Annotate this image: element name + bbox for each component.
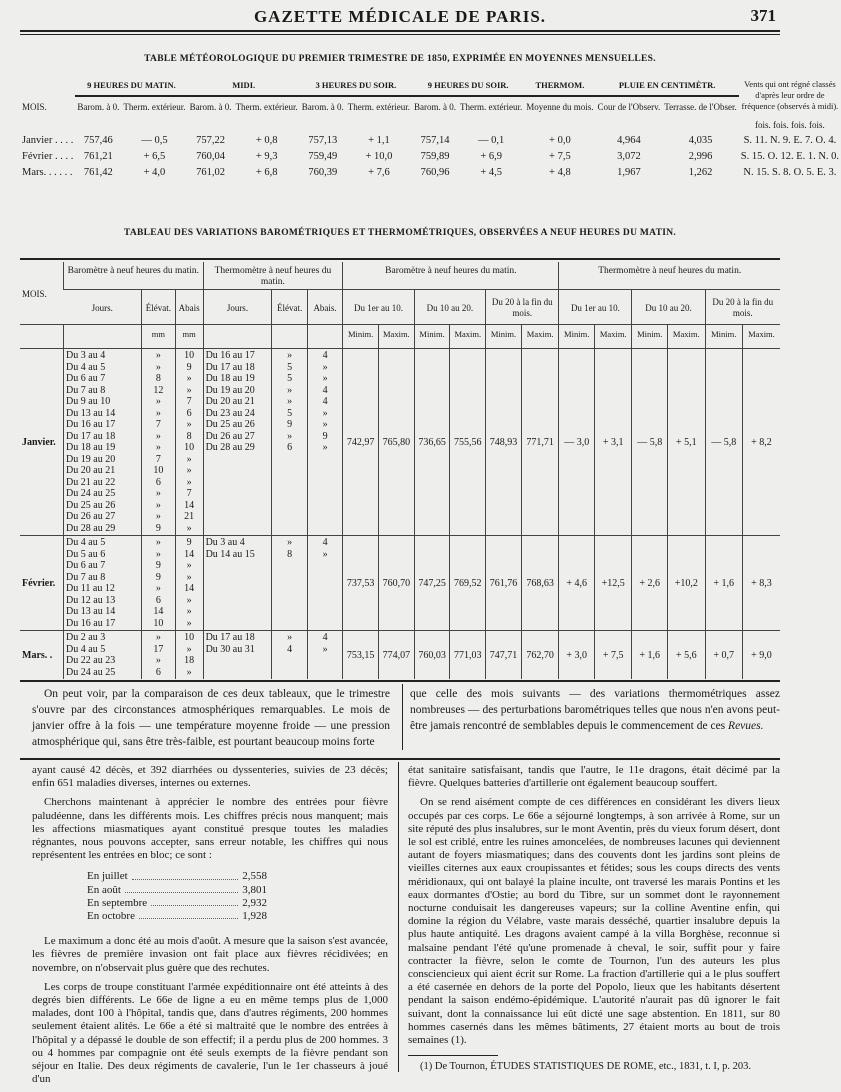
list-entry: 14 [153,606,164,617]
col-mois: MOIS. [22,101,47,112]
list-entry: 8 [287,548,293,560]
table1-row: Mars. . . . . . 761,42 + 4,0 761,02 + 6,8 760,39 + 7,6 760,96 + 4,5 + 4,8 1,967 1,262 N. 15. S. 8. O. 5. E. 3. [22,167,837,178]
col-jours: Jours. [203,290,272,325]
col-barom: Barom. à 0. [189,102,232,113]
list-entry: Du 3 au 4 [66,350,106,361]
list-entry: Du 14 au 15 [205,548,255,560]
list-entry: » [322,643,328,655]
list-entry: Du 2 au 3 [66,632,106,643]
list-entry: » [186,571,192,583]
list-entry: 18 [184,655,195,666]
list-entry: 17 [153,643,164,655]
page-header [20,4,780,32]
paragraph: que celle des mois suivants — des variations thermométriques assez nombreuses — des perturbations barométriques telles que nous n'en avons peut-être jamais rencontré de semblables depuis le commencement de ces [410,688,780,732]
list-entry: Du 26 au 27 [66,511,116,522]
group-thermom: THERMOM. [524,78,595,96]
list-entry: Du 20 au 21 [205,396,255,407]
section-rule [20,758,780,760]
col-vents-fois: fois. fois. fois. fois. [755,120,825,130]
list-entry: » [186,453,192,465]
month-name: Mars. . [20,631,64,680]
list-entry: 7 [186,488,192,499]
list-entry: Du 28 au 29 [205,442,255,453]
elev-list [142,349,176,536]
col-abaissement: Abais [175,290,203,325]
list-entry: » [155,430,161,442]
body-left-column [32,764,388,1092]
group-midi: MIDI. [188,78,300,96]
paragraph: ayant causé 42 décès, et 392 diarrhées ou dyssenteries, suivies de 23 décès; enfin 651 maladies diverses, internes ou externes. [32,764,388,790]
list-entry: » [322,419,328,430]
list-entry: 6 [155,594,161,606]
list-entry: » [155,442,161,453]
abais-list [307,536,342,631]
header-barometre-9h: Baromètre à neuf heures du matin. [64,262,204,290]
monthly-entries-list [87,870,267,923]
paragraph: Cherchons maintenant à apprécier le nombre des entrées pour fièvre paludéenne, dans les différents mois. Les chiffres précis nous manquent; mais les affections miasmatiques ayant constitué presque toutes les maladies régnantes, nous pouvons accepter, sans erreur notable, les chiffres qui nous représentent les entrées en bloc; ce sont : [32,796,388,862]
list-entry: Du 12 au 13 [66,594,116,606]
header-rule [20,34,780,35]
list-entry: » [186,522,192,534]
list-entry: » [186,606,192,617]
list-entry: 12 [153,384,164,396]
list-entry: » [322,442,328,453]
table1-caption: TABLE MÉTÉOROLOGIQUE DU PREMIER TRIMESTRE DE 1850, EXPRIMÉE EN MOYENNES MENSUELLES. [144,54,656,64]
list-entry: Du 4 au 5 [66,361,106,373]
col-period-2: Du 10 au 20. [632,290,705,325]
journal-title: GAZETTE MÉDICALE DE PARIS. [253,7,547,26]
list-entry: 9 [186,361,192,373]
list-entry: Du 20 au 21 [66,465,116,476]
list-entry: » [155,583,161,594]
list-entry: » [155,632,161,643]
paragraph: On se rend aisément compte de ces différences en considérant les divers lieux occupés par ces corps. Le 66e a séjourné longtemps, à son arrivée à Rome, sur un site réputé des plus insalubres, sur le mont Aventin, près du vieux forum désert, dont le sol est criblé, entre les ruines amoncelées, de nombreuses lacunes qui deviennent autant de foyers miasmatiques; dans des couvents dont les jardins sont pleins de vieilles citernes aux eaux croupissantes et fétides; sous les coups directs des vents méridionaux, qui ont balayé la plaine inculte, ont traversé les marais Pontins et les eaux dormantes d'Ostie; au bord du Tibre, sur un sommet dont le rayonnement nocturne conduisait les dangereuses vapeurs; sur la colline Aventine enfin, qui domine la région du Vélabre, vaste marais desséché, quartier insalubre depuis la plus haute antiquité. Les dragons avaient campé à la villa Borghèse, reconnue si malsaine pendant l'été qu'une promenade à cheval, le soir, suffit pour y faire contracter la fièvre, selon le comte de Tournon, l'un des auteurs les plus consciencieux qui aient écrit sur Rome. La fraction d'artillerie qui a le plus souffert a été casernée en dehors de la porte del Popolo, lieux que les habitants désertent pendant la saison endémo-épidémique. L'autorité n'aurait pas dû ignorer le fait suivant, dont la connaissance lui eût dicté une sage abstention. En 1811, sur 80 hommes casernés dans les mêmes bâtiments, 27 étaient morts au bout de trois semaines (1). [408,796,780,1047]
table2-top-rule [20,258,780,260]
list-entry: Du 19 au 20 [66,453,116,465]
list-item: En juillet 2,558 [87,870,267,883]
list-entry: Du 13 au 14 [66,407,116,419]
list-entry: Du 7 au 8 [66,571,106,583]
list-entry: 5 [287,373,293,384]
list-entry: 4 [322,632,328,643]
list-entry: Du 9 au 10 [66,396,111,407]
list-entry: » [186,643,192,655]
col-abaissement: Abais. [307,290,342,325]
summary-right [410,686,780,740]
days-list [64,631,142,680]
list-entry: 4 [322,350,328,361]
days-list [64,349,142,536]
list-entry: Du 18 au 19 [205,373,255,384]
col-therm: Therm. extérieur. [460,102,523,113]
list-entry: 9 [186,537,192,548]
table2-bottom-rule [20,680,780,682]
list-entry: » [155,655,161,666]
list-entry: 9 [155,571,161,583]
list-entry: 10 [153,465,164,476]
list-entry: » [155,488,161,499]
list-entry: Du 3 au 4 [205,537,245,548]
list-entry: Du 16 au 17 [66,419,116,430]
table2-caption: TABLEAU DES VARIATIONS BAROMÉTRIQUES ET THERMOMÉTRIQUES, OBSERVÉES A NEUF HEURES DU MATIN. [123,228,677,238]
column-divider [402,684,403,750]
col-period-3: Du 20 à la fin du mois. [705,290,780,325]
list-entry: » [155,396,161,407]
abais-list [175,631,203,680]
month-block-janvier: Janvier. Du 3 au 4 Du 4 au 5 Du 6 au 7 Du 7 au 8 Du 9 au 10 Du 13 au 14 Du 16 au 17 Du 17 au 18 Du 18 au 19 Du 19 au 20 Du 20 au 21 Du 21 au 22 Du 24 au 25 Du 25 au 26 Du 26 au 27 Du 28 au 29 » » 8 12 » » 7 » » 7 10 6 » » » 9 10 9 » » 7 6 » 8 10 » » » 7 14 21 » Du 16 au 17 Du 17 au 18 Du 18 au 19 Du 19 au 20 Du 20 au 21 Du 23 au 24 Du 25 au 26 Du 26 au 27 Du 28 au 29 » 5 5 » » 5 9 » 6 4 » » 4 4 » » 9 » 742,97 765,80 736,65 755,56 748,93 771,71 — 3,0 + 3,1 — 5,8 + 5,1 — 5,8 + 8,2 [20,349,780,536]
list-entry: 14 [184,583,195,594]
month-name: Février. [20,536,64,631]
col-barom: Barom. à 0. [414,102,457,113]
col-cour: Cour de l'Observ. [597,102,661,113]
paragraph: Le maximum a donc été au mois d'août. A mesure que la saison s'est avancée, les fièvres de première invasion ont fait place aux fièvres récidivées; en novembre, on n'observait plus guère que des rechutes. [32,935,388,974]
list-entry: Du 6 au 7 [66,373,106,384]
month-name: Janvier. [20,349,64,536]
list-entry: 4 [322,384,328,396]
list-entry: Du 21 au 22 [66,476,116,488]
days-list [203,631,272,680]
list-entry: 9 [155,560,161,571]
list-entry: Du 25 au 26 [205,419,255,430]
list-item: En octobre 1,928 [87,910,267,923]
col-therm: Therm. extérieur. [347,102,411,113]
list-entry: 6 [155,666,161,678]
list-entry: » [186,594,192,606]
list-entry: Du 16 au 17 [205,350,255,361]
list-entry: Du 25 au 26 [66,499,116,511]
list-entry: Du 13 au 14 [66,606,116,617]
list-entry: » [287,632,293,643]
list-entry: » [287,430,293,442]
col-jours: Jours. [64,290,142,325]
list-entry: » [322,373,328,384]
list-entry: Du 17 au 18 [205,361,255,373]
list-entry: 7 [186,396,192,407]
list-entry: » [322,407,328,419]
list-entry: 10 [184,632,195,643]
variations-table: MOIS. Baromètre à neuf heures du matin. Thermomètre à neuf heures du matin. Baromètre à neuf heures du matin. Thermomètre à neuf heures du matin. Jours. Élévat. Abais Jours. Élévat. Abais. Du 1er au 10. Du 10 au 20. Du 20 à la fin du mois. Du 1er au 10. Du 10 au 20. Du 20 à la fin du mois. mm mm Minim. Maxim. Minim. Maxim. Minim. Maxim. Minim. Maxim. Minim. Maxim. Minim. Maxim. Janvier. Du 3 au 4 Du 4 au 5 Du 6 au 7 Du 7 au 8 Du 9 au 10 Du 13 au 14 Du 16 au 17 Du 17 au 18 Du 18 au 19 Du 19 au 20 Du 20 au 21 Du 21 au 22 Du 24 au 25 Du 25 au 26 Du 26 au 27 Du 28 au 29 » » 8 12 » » 7 » » 7 10 6 » » » 9 10 9 » » 7 6 » 8 10 » » » 7 14 21 » Du 16 au 17 Du 17 au 18 Du 18 au 19 Du 19 au 20 Du 20 au 21 Du 23 au 24 Du 25 au 26 Du 26 au 27 Du 28 au 29 » 5 5 » » 5 9 » 6 4 » » 4 4 » » 9 » 742,97 765,80 736,65 755,56 748,93 771,71 — 3,0 + 3,1 — 5,8 + 5,1 — 5,8 + 8,2 Février. Du 4 au 5 Du 5 au 6 Du 6 au 7 Du 7 au 8 Du 11 au 12 Du 12 au 13 Du 13 au 14 Du 16 au 17 » » 9 9 » 6 14 10 9 14 » » 14 » » » Du 3 au 4 Du 14 au 15 » 8 4 » 737,53 760,70 747,25 769,52 761,76 768,63 + 4,6 +12,5 + 2,6 +10,2 + 1,6 + 8,3 Mars. . Du 2 au 3 Du 4 au 5 Du 22 au 23 Du 24 au 25 » 17 » 6 10 » 18 » Du 17 au 18 Du 30 au 31 » 4 4 » 753,15 774,07 760,03 771,03 747,71 762,70 + 3,0 + 7,5 + 1,6 + 5,6 + 0,7 + 9,0 [20,262,780,679]
list-entry: 8 [155,373,161,384]
list-entry: 10 [153,617,164,629]
col-period-2: Du 10 au 20. [414,290,485,325]
list-entry: » [155,361,161,373]
col-barom: Barom. à 0. [301,102,344,113]
list-entry: » [155,350,161,361]
abais-list [175,536,203,631]
list-entry: » [287,350,293,361]
list-entry: Du 24 au 25 [66,666,116,678]
list-entry: Du 18 au 19 [66,442,116,453]
list-entry: » [186,617,192,629]
list-entry: » [287,396,293,407]
list-entry: 9 [322,430,328,442]
table1-row: Janvier . . . . 757,46 — 0,5 757,22 + 0,8 757,13 + 1,1 757,14 — 0,1 + 0,0 4,964 4,035 S. 11. N. 9. E. 7. O. 4. [22,135,837,146]
abais-list [307,631,342,680]
list-entry: Du 24 au 25 [66,488,116,499]
col-elevation: Élévat. [142,290,176,325]
col-terrasse: Terrasse. de l'Obser. [664,102,737,113]
list-entry: 4 [287,643,293,655]
col-therm: Therm. extérieur. [235,102,298,113]
paragraph: Les corps de troupe constituant l'armée expéditionnaire ont été atteints à des degrés bien différents. Le 66e de ligne a eu en même temps plus de 1,000 malades, dont 100 à l'hôpital, tandis que, dans d'autres régiments, 200 hommes seulement étaient alités. Le 66e a été si maltraité que le nombre des entrées à l'hôpital y a dépassé le double de son effectif; il a perdu plus de 200 hommes. 3 ou 4 hommes par compagnie ont été seuls exempts de la fièvre pendant son séjour en Italie. Des deux régiments de cavalerie, l'un le 1er chasseurs à joué d'un [32,980,388,1086]
list-entry: Du 4 au 5 [66,537,106,548]
list-entry: 5 [287,407,293,419]
list-entry: » [186,666,192,678]
header-barometre: Baromètre à neuf heures du matin. [343,262,559,290]
list-entry: 7 [155,453,161,465]
group-pluie: PLUIE EN CENTIMÈTR. [596,78,739,96]
list-entry: 7 [155,419,161,430]
list-entry: 6 [186,407,192,419]
group-9h-matin: 9 HEURES DU MATIN. [75,78,187,96]
list-entry: » [186,384,192,396]
days-list [203,536,272,631]
col-elevation: Élévat. [272,290,308,325]
group-3h-soir: 3 HEURES DU SOIR. [300,78,412,96]
group-vents: Vents qui ont régné classés d'après leur ordre de fréquence (observés à midi). [741,79,839,111]
elev-list [272,349,308,536]
list-entry: » [186,373,192,384]
list-entry: » [322,548,328,560]
elev-list [142,536,176,631]
col-mois: MOIS. [22,289,47,299]
list-entry: » [322,361,328,373]
col-period-1: Du 1er au 10. [559,290,632,325]
list-entry: » [155,537,161,548]
header-thermometre-9h: Thermomètre à neuf heures du matin. [203,262,343,290]
list-entry: » [186,465,192,476]
paragraph: On peut voir, par la comparaison de ces deux tableaux, que le trimestre s'ouvre par des circonstances atmosphériques remarquables. Le mois de janvier offre à la fois — une température moyenne froide — une pression atmosphérique qui, sans être très-faible, est pourtant beaucoup moins forte [32,688,390,748]
monthly-averages-table [20,78,841,180]
list-entry: 6 [287,442,293,453]
col-barom: Barom. à 0. [77,102,120,113]
list-entry: Du 6 au 7 [66,560,106,571]
abais-list [307,349,342,536]
column-divider [398,762,399,1072]
list-entry: » [155,548,161,560]
list-entry: » [287,384,293,396]
body-right-column [408,764,780,1079]
page-number: 371 [750,6,776,25]
footnote: (1) De Tournon, ÉTUDES STATISTIQUES DE ROME, etc., 1831, t. I, p. 203. [420,1061,751,1073]
list-entry: 6 [155,476,161,488]
list-item: En août 3,801 [87,883,267,896]
list-entry: 4 [322,396,328,407]
days-list [64,536,142,631]
list-entry: » [155,499,161,511]
list-entry: 10 [184,442,195,453]
col-period-3: Du 20 à la fin du mois. [486,290,559,325]
list-entry: Du 22 au 23 [66,655,116,666]
month-block-mars: Mars. . Du 2 au 3 Du 4 au 5 Du 22 au 23 Du 24 au 25 » 17 » 6 10 » 18 » Du 17 au 18 Du 30 au 31 » 4 4 » 753,15 774,07 760,03 771,03 747,71 762,70 + 3,0 + 7,5 + 1,6 + 5,6 + 0,7 + 9,0 [20,631,780,680]
paragraph-end: Revues. [728,720,764,732]
days-list [203,349,272,536]
list-entry: 8 [186,430,192,442]
list-entry: Du 26 au 27 [205,430,255,442]
col-moyenne: Moyenne du mois. [526,102,594,113]
list-entry: Du 5 au 6 [66,548,106,560]
list-entry: Du 11 au 12 [66,583,115,594]
list-entry: 5 [287,361,293,373]
list-entry: » [186,419,192,430]
table1-subheader-row [20,96,841,115]
list-entry: 9 [155,522,161,534]
header-thermometre: Thermomètre à neuf heures du matin. [559,262,780,290]
list-entry: » [287,537,293,548]
list-entry: 9 [287,419,293,430]
list-entry: » [155,407,161,419]
col-period-1: Du 1er au 10. [343,290,414,325]
list-entry: 14 [184,499,195,511]
summary-left [32,686,390,756]
table1-row: Février . . . . 761,21 + 6,5 760,04 + 9,3 759,49 + 10,0 759,89 + 6,9 + 7,5 3,072 2,996 S. 15. O. 12. E. 1. N. 0. [22,151,840,162]
col-therm: Therm. extérieur. [123,102,186,113]
group-9h-soir: 9 HEURES DU SOIR. [412,78,524,96]
list-entry: Du 4 au 5 [66,643,106,655]
list-entry: 10 [184,350,195,361]
elev-list [272,536,308,631]
month-block-fevrier: Février. Du 4 au 5 Du 5 au 6 Du 6 au 7 Du 7 au 8 Du 11 au 12 Du 12 au 13 Du 13 au 14 Du 16 au 17 » » 9 9 » 6 14 10 9 14 » » 14 » » » Du 3 au 4 Du 14 au 15 » 8 4 » 737,53 760,70 747,25 769,52 761,76 768,63 + 4,6 +12,5 + 2,6 +10,2 + 1,6 + 8,3 [20,536,780,631]
elev-list [142,631,176,680]
paragraph: état sanitaire satisfaisant, tandis que l'autre, le 11e dragons, était décimé par la fièvre. Quelques batteries d'artillerie ont également beaucoup souffert. [408,764,780,790]
list-item: En septembre 2,932 [87,896,267,909]
list-entry: Du 16 au 17 [66,617,116,629]
list-entry: Du 30 au 31 [205,643,255,655]
list-entry: Du 17 au 18 [205,632,255,643]
list-entry: » [186,476,192,488]
list-entry: 14 [184,548,195,560]
table1-group-row [20,78,841,96]
list-entry: Du 28 au 29 [66,522,116,534]
list-entry: Du 17 au 18 [66,430,116,442]
list-entry: 4 [322,537,328,548]
list-entry: » [155,511,161,522]
abais-list [175,349,203,536]
list-entry: » [186,560,192,571]
list-entry: 21 [184,511,195,522]
list-entry: Du 23 au 24 [205,407,255,419]
elev-list [272,631,308,680]
list-entry: Du 7 au 8 [66,384,106,396]
footnote-rule [408,1055,498,1056]
list-entry: Du 19 au 20 [205,384,255,396]
